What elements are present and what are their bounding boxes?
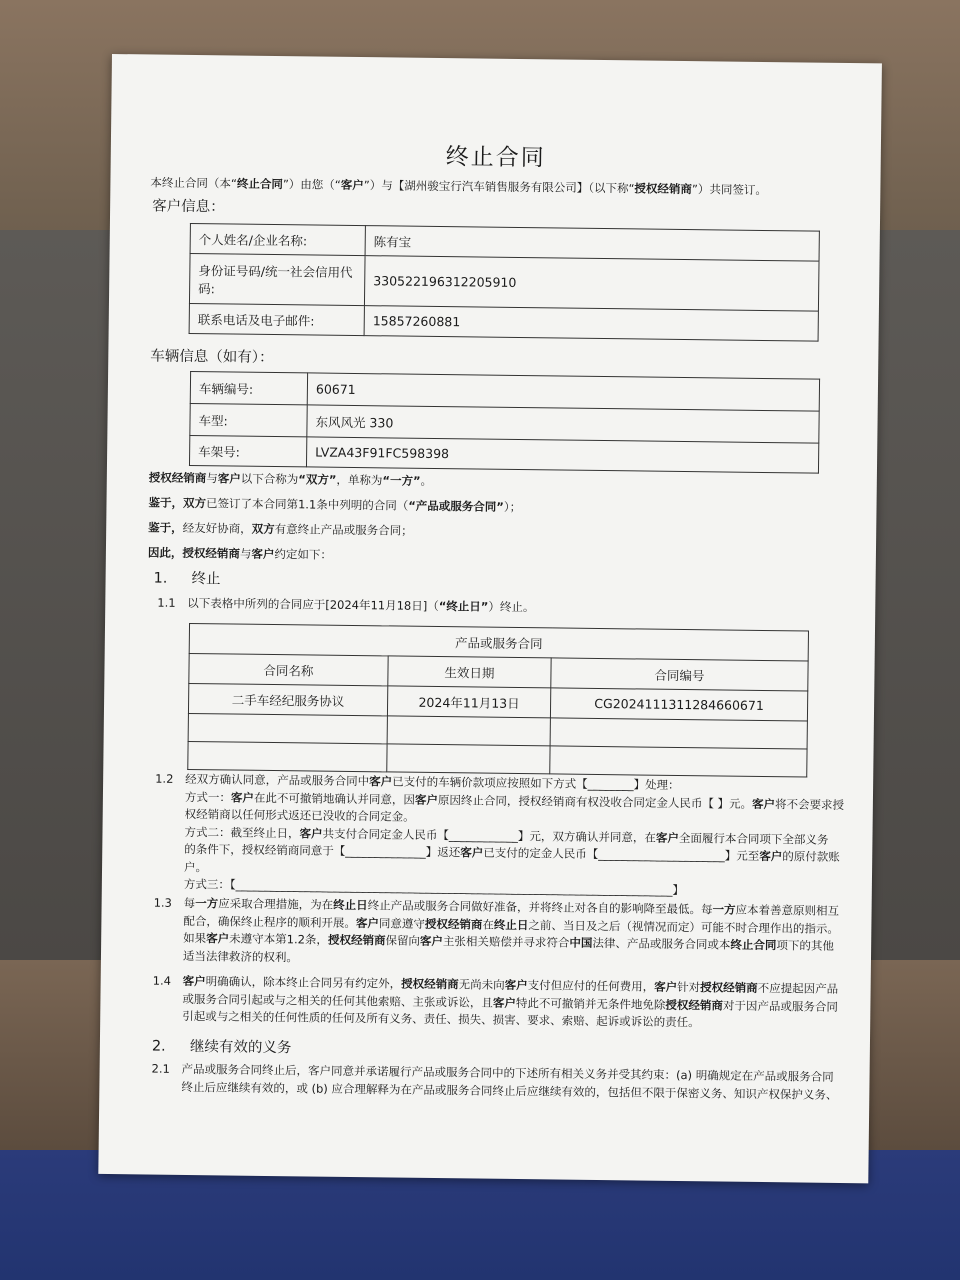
text: 以下合称为 <box>240 471 299 487</box>
text: 与 <box>206 471 218 486</box>
customer-value: 15857260881 <box>364 306 818 342</box>
text: 有意终止产品或服务合同； <box>274 522 413 538</box>
text: 户。 <box>183 859 208 874</box>
text: 。 <box>420 473 433 488</box>
bold-term: 客户 <box>355 915 379 930</box>
text: 方式二：截至终止日， <box>184 824 300 840</box>
bold-term: 客户 <box>182 973 206 989</box>
vehicle-value: LVZA43F91FC598398 <box>306 437 818 473</box>
empty-cell <box>387 744 550 774</box>
table-row <box>189 435 818 473</box>
text: 原因终止合同，授权经销商有权没收合同定金人民币【 】元。 <box>437 792 753 811</box>
whereas-clause-2 <box>148 519 413 538</box>
customer-label: 个人姓名/企业名称: <box>190 223 365 255</box>
text: 无尚未向 <box>458 977 505 992</box>
section-number: 1. <box>153 570 168 587</box>
text: 终止产品或服务合同做好准备，并将终止对各自的影响降至最低。每 <box>367 898 713 917</box>
text: 不应提起因产品 <box>757 980 839 996</box>
section-number: 2. <box>151 1038 166 1055</box>
intro-text: ”）与【湖州骏宝行汽车销售服务有限公司】（以下称“ <box>363 178 635 196</box>
text: 经双方确认同意，产品或服务合同中 <box>185 771 370 789</box>
section-2-heading <box>152 1035 292 1058</box>
bold-term: 客户 <box>369 774 393 789</box>
text: 之前、当日及之后（视情况而定）可能不时合理作出的指示。 <box>528 917 839 936</box>
text: 如果 <box>183 930 207 946</box>
text: 适当法律救济的权利。 <box>182 948 299 964</box>
vehicle-info-heading: 车辆信息（如有）： <box>150 348 274 366</box>
empty-cell <box>550 746 807 777</box>
text: 引起或与之相关的任何性质的任何及所有义务、责任、损失、损害、要求、索赔、起诉或诉讼的责任。 <box>182 1008 700 1030</box>
header-effective-date: 生效日期 <box>388 656 551 688</box>
bold-term: 客户 <box>206 931 230 946</box>
customer-label: 身份证号码/统一社会信用代码: <box>189 253 365 305</box>
text: 明确确认，除本终止合同另有约定外， <box>205 974 402 991</box>
effective-date-cell: 2024年11月13日 <box>387 686 550 718</box>
bold-term: 客户 <box>299 825 323 841</box>
bold-term: 客户 <box>759 848 783 864</box>
text: 或服务合同引起或与之相关的任何其他索赔、主张或诉讼，且 <box>182 991 494 1010</box>
bold-term: 客户 <box>492 995 517 1010</box>
bold-term: 授权经销商 <box>665 997 724 1013</box>
contract-table <box>187 623 809 778</box>
bold-term: 客户 <box>217 471 241 486</box>
whereas-clause-1 <box>148 494 521 515</box>
intro-bold: 授权经销商 <box>634 181 693 197</box>
text: 与 <box>239 546 252 561</box>
bold-term: 客户 <box>654 979 678 994</box>
text: 方式三：【____________________________________________________________________________】 <box>183 876 685 898</box>
vehicle-value: 60671 <box>307 373 819 411</box>
text: 全面履行本合同项下全部义务 <box>678 830 829 847</box>
customer-info-heading: 客户信息： <box>152 198 225 216</box>
vehicle-label: 车架号: <box>189 435 306 466</box>
customer-value: 330522196312205910 <box>364 256 819 312</box>
bold-term: 一方 <box>712 902 736 917</box>
clause-1-3 <box>153 895 854 974</box>
empty-cell <box>387 716 550 746</box>
contract-paper <box>98 54 882 1183</box>
text: 约定如下： <box>274 547 332 562</box>
text: 针对 <box>677 979 701 995</box>
bold-term: 授权经销商 <box>148 470 207 486</box>
text: 已支付的车辆价款项应按照如下方式【________】处理： <box>392 774 680 792</box>
text: 支付但应付的任何费用， <box>527 978 655 994</box>
customer-value: 陈有宝 <box>365 226 819 262</box>
text: 配合，确保终止程序的顺利开展。 <box>183 913 356 930</box>
text: ）终止。 <box>488 599 535 615</box>
vehicle-value: 东风风光 330 <box>307 405 819 443</box>
text: 共支付合同定金人民币【____________】元，双方确认并同意，在 <box>322 826 657 845</box>
text: 已签订了本合同第1.1条中列明的合同（ <box>205 496 409 513</box>
text: 产品或服务合同终止后，客户同意并承诺履行产品或服务合同中的下述所有相关义务并受其约束：(a) 明确规定在产品或服务合同 <box>181 1061 834 1084</box>
clause-number: 2.1 <box>151 1061 170 1076</box>
customer-label: 联系电话及电子邮件: <box>189 303 364 335</box>
text: 在此不可撤销地确认并同意，因 <box>253 790 416 807</box>
text: 法律、产品或服务合同或本 <box>592 935 731 952</box>
clause-number: 1.4 <box>152 973 172 988</box>
bold-term: 鉴于， <box>148 495 184 510</box>
bold-term: 客户 <box>504 977 528 993</box>
bold-term: 中国 <box>569 935 593 950</box>
contract-name-cell: 二手车经纪服务协议 <box>188 683 387 715</box>
contract-number-cell: CG2024111311284660671 <box>550 688 807 721</box>
clause-number: 1.3 <box>153 895 173 910</box>
clause-1-4 <box>152 973 853 1034</box>
intro-bold: 终止合同 <box>236 176 283 192</box>
bold-term: 一方 <box>195 896 219 911</box>
text: 保留向 <box>385 933 421 948</box>
bold-term: 授权经销商 <box>700 980 758 995</box>
header-contract-name: 合同名称 <box>189 653 388 685</box>
bold-term: 双方 <box>182 495 207 511</box>
text: 将不会要求授 <box>774 796 845 812</box>
bold-term: 因此， <box>147 545 183 560</box>
empty-cell <box>550 718 807 749</box>
vehicle-label: 车型: <box>190 403 307 436</box>
text: 每 <box>183 895 196 911</box>
therefore-clause <box>148 544 332 562</box>
intro-bold: 客户 <box>340 177 364 193</box>
text: ，单称为 <box>336 472 383 488</box>
table-row <box>189 253 819 311</box>
text: 对于因产品或服务合同 <box>722 998 839 1014</box>
customer-info-table <box>189 223 820 342</box>
clause-1-1 <box>157 595 534 616</box>
clause-number: 1.2 <box>155 771 174 786</box>
bold-term: 客户 <box>460 845 484 860</box>
empty-cell <box>188 741 387 771</box>
text: 应本着善意原则相互 <box>735 902 840 918</box>
bold-term: 授权经销商 <box>327 932 386 948</box>
bold-term: 双方 <box>251 521 275 537</box>
bold-term: 客户 <box>230 790 255 805</box>
intro-line <box>150 174 767 198</box>
text: 同意遵守 <box>378 915 425 931</box>
section-title: 继续有效的义务 <box>189 1039 292 1057</box>
document-title: 终止合同 <box>445 144 546 172</box>
table-row <box>189 303 818 341</box>
bold-term: 鉴于， <box>148 520 183 535</box>
bold-term: 授权经销商 <box>401 976 459 992</box>
bold-term: 客户 <box>655 830 680 845</box>
text: 权经销商以任何形式返还已没收的合同定金。 <box>184 806 415 824</box>
text: 已支付的定金人民币【______________________】元至 <box>483 845 760 863</box>
bold-term: 终止日 <box>493 917 529 932</box>
bold-term: 客户 <box>251 546 275 562</box>
bold-term: 终止日 <box>333 897 368 913</box>
bold-term: “产品或服务合同” <box>408 498 505 514</box>
intro-text: ”）由您（“ <box>282 177 341 192</box>
intro-text: 本终止合同（本“ <box>150 175 237 191</box>
section-title: 终止 <box>191 571 221 588</box>
bold-term: 终止合同 <box>730 937 777 953</box>
text: 主张相关赔偿并寻求符合 <box>442 934 570 950</box>
text: 特此不可撤销并无条件地免除 <box>515 995 666 1012</box>
header-contract-number: 合同编号 <box>551 658 808 691</box>
parties-definition <box>149 469 432 488</box>
text: 方式一： <box>184 789 232 805</box>
text: 以下表格中所列的合同应于[2024年11月18日]（ <box>187 595 439 614</box>
text: 的原付款账 <box>782 849 840 864</box>
intro-text: ”）共同签订。 <box>691 182 768 198</box>
bold-term: 客户 <box>751 796 776 811</box>
vehicle-label: 车辆编号: <box>190 371 307 404</box>
clause-1-2 <box>154 771 855 902</box>
empty-cell <box>188 713 387 743</box>
vehicle-info-table <box>189 371 820 474</box>
text: 终止后应继续有效的，或 (b) 应合理解释为在产品或服务合同终止后应继续有效的，包括但不限于保密义务、知识产权保护义务、 <box>181 1079 838 1102</box>
text: 的条件下，授权经销商同意于【______________】返还 <box>184 841 461 860</box>
text: 经友好协商， <box>182 520 252 536</box>
bold-term: “双方” <box>298 472 337 487</box>
bold-term: 客户 <box>414 792 439 807</box>
bold-term: 授权经销商 <box>424 916 483 932</box>
bold-term: “终止日” <box>438 599 489 614</box>
text: ）； <box>503 499 522 515</box>
bold-term: 授权经销商 <box>182 545 240 561</box>
text: 在 <box>482 917 494 932</box>
text: 应采取合理措施，为在 <box>218 896 334 912</box>
text: 项下的其他 <box>776 938 835 953</box>
section-1-heading <box>153 567 220 589</box>
bold-term: “一方” <box>382 473 421 488</box>
clause-number: 1.1 <box>157 595 176 610</box>
clause-2-1 <box>151 1061 861 1105</box>
bold-term: 客户 <box>419 933 444 949</box>
contract-table-caption: 产品或服务合同 <box>189 623 808 661</box>
text: 未遵守本第1.2条， <box>229 931 329 947</box>
